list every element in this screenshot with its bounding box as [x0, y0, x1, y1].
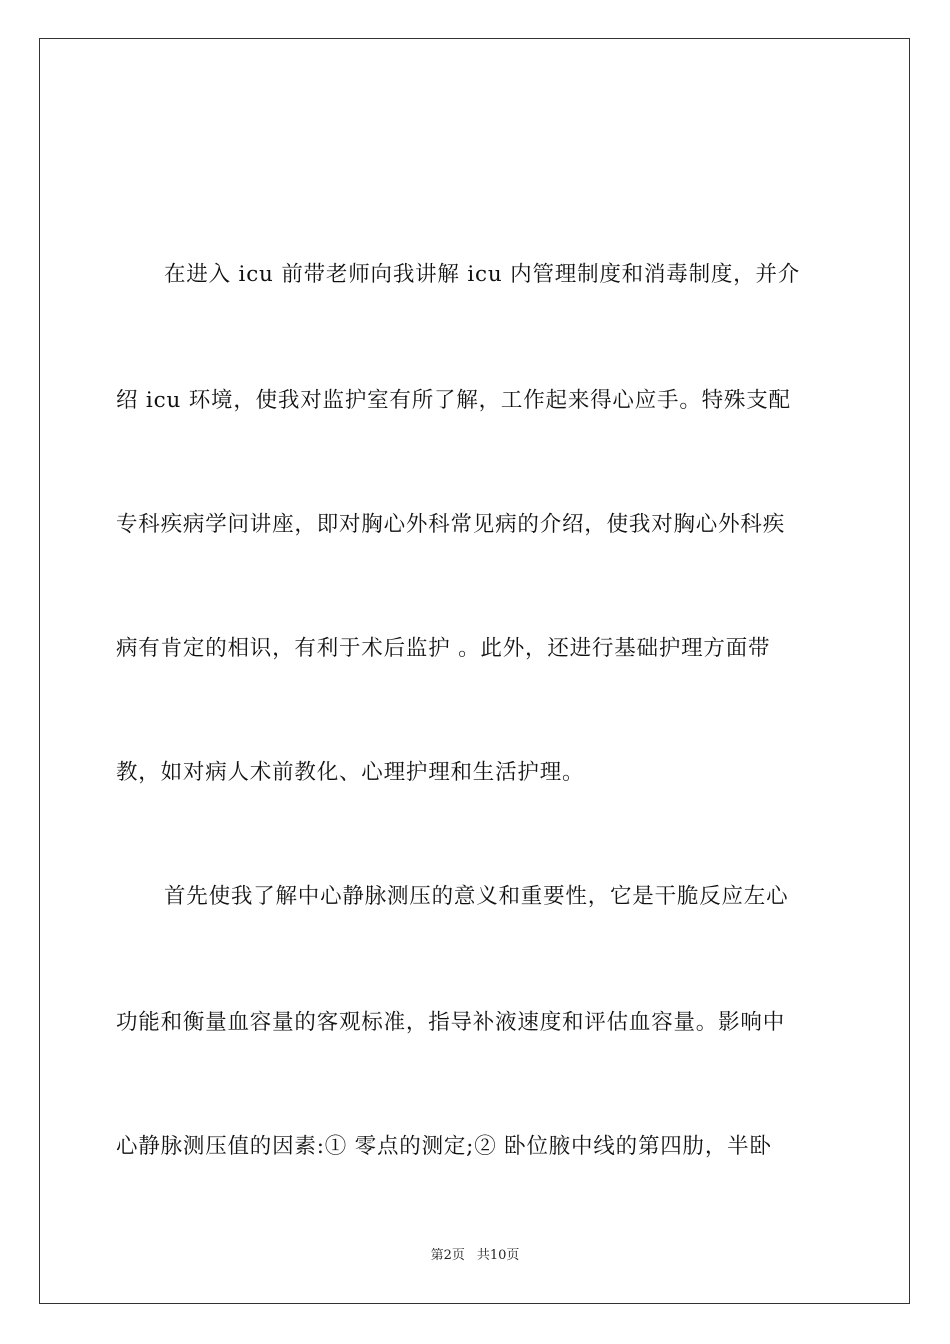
paragraph-2-line-3: 心静脉测压值的因素:① 零点的测定;② 卧位腋中线的第四肋，半卧 — [116, 1134, 772, 1159]
paragraph-1-line-3: 专科疾病学问讲座，即对胸心外科常见病的介绍，使我对胸心外科疾 — [116, 512, 786, 537]
paragraph-1-line-2: 绍 icu 环境，使我对监护室有所了解，工作起来得心应手。特殊支配 — [116, 388, 791, 413]
page-border — [39, 38, 910, 1304]
paragraph-1-line-1: 在进入 icu 前带老师向我讲解 icu 内管理制度和消毒制度，并介 — [164, 262, 801, 287]
paragraph-2-line-2: 功能和衡量血容量的客观标准，指导补液速度和评估血容量。影响中 — [116, 1010, 786, 1035]
page-number: 第2页 — [430, 1248, 465, 1263]
paragraph-2-line-1: 首先使我了解中心静脉测压的意义和重要性，它是干脆反应左心 — [164, 884, 789, 909]
paragraph-1-line-4: 病有肯定的相识，有利于术后监护 。此外，还进行基础护理方面带 — [116, 636, 771, 661]
page-total: 共10页 — [476, 1248, 520, 1263]
page-footer — [0, 1247, 950, 1265]
paragraph-1-line-5: 教，如对病人术前教化、心理护理和生活护理。 — [116, 760, 585, 785]
